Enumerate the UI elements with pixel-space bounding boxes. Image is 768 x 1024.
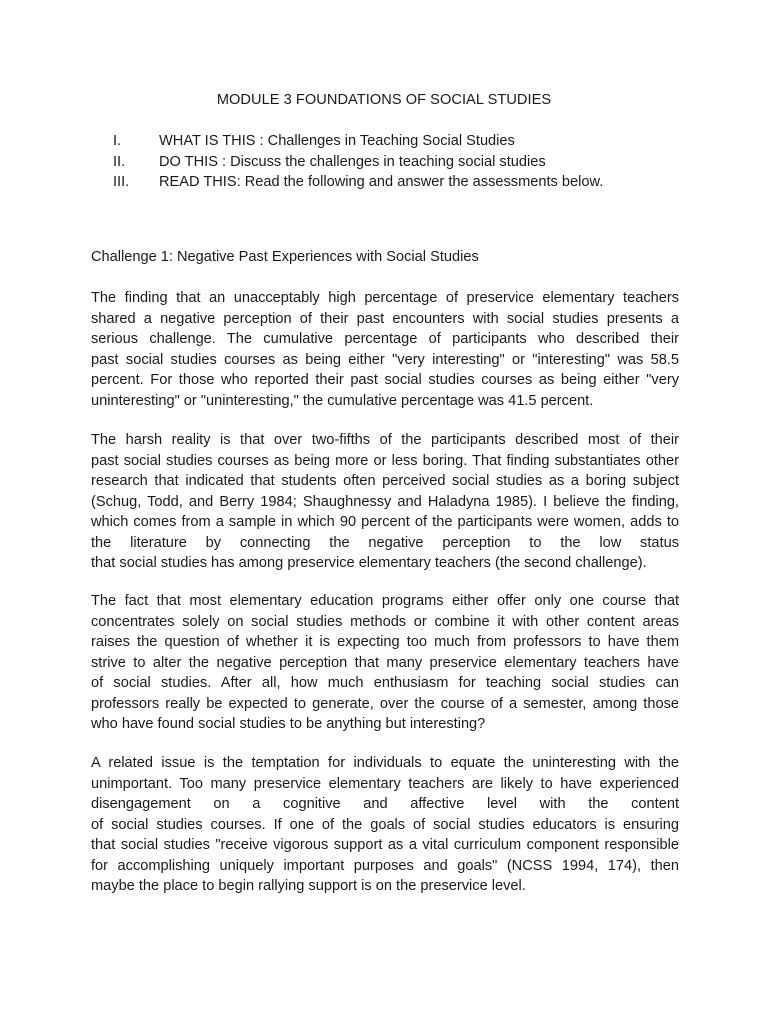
outline-item — [113, 152, 603, 173]
paragraph-line: which comes from a sample in which 90 percent of the participants were women, adds to — [91, 514, 679, 530]
paragraph-4 — [91, 753, 679, 897]
paragraph-line: raises the question of whether it is expecting too much from professors to have them — [91, 634, 679, 650]
outline-number: II. — [113, 153, 126, 170]
paragraph-line: maybe the place to begin rallying support is on the preservice level. — [91, 878, 526, 894]
outline-text: DO THIS : Discuss the challenges in teaching social studies — [159, 153, 546, 170]
outline-item — [113, 172, 603, 193]
paragraph-line: of social studies. After all, how much enthusiasm for teaching social studies can — [91, 675, 679, 691]
paragraph-3 — [91, 591, 679, 735]
paragraph-line: research that indicated that students often perceived social studies as a boring subject — [91, 473, 679, 489]
paragraph-2 — [91, 430, 679, 574]
paragraph-line: for accomplishing uniquely important purposes and goals" (NCSS 1994, 174), then — [91, 857, 679, 874]
paragraph-line: The harsh reality is that over two-fifths of the participants described most of their — [91, 432, 679, 448]
paragraph-line: who have found social studies to be anything but interesting? — [91, 716, 486, 732]
paragraph-line: the literature by connecting the negative perception to the low status — [91, 534, 679, 551]
outline-text: WHAT IS THIS : Challenges in Teaching Social Studies — [159, 133, 515, 149]
paragraph-line: The finding that an unacceptably high percentage of preservice elementary teachers — [91, 290, 679, 306]
module-title: MODULE 3 FOUNDATIONS OF SOCIAL STUDIES — [216, 92, 552, 108]
outline-number: I. — [113, 133, 122, 149]
outline-item — [113, 131, 603, 152]
outline-text: READ THIS: Read the following and answer the assessments below. — [159, 174, 604, 190]
paragraph-line: unimportant. Too many preservice elementary teachers are likely to have experienced — [91, 775, 679, 792]
paragraph-line: disengagement on a cognitive and affective level with the content — [91, 796, 679, 812]
paragraph-line: shared a negative perception of their past encounters with social studies presents a — [91, 310, 679, 327]
outline-number: III. — [113, 174, 130, 190]
paragraph-line: The fact that most elementary education programs either offer only one course that — [91, 593, 679, 609]
paragraph-line: past social studies courses as being either "very interesting" or "interesting" was 58.5 — [91, 351, 679, 368]
paragraph-line: of social studies courses. If one of the goals of social studies educators is ensuring — [91, 816, 679, 833]
paragraph-1 — [91, 288, 679, 411]
paragraph-line: percent. For those who reported their past social studies courses as being either "very — [91, 372, 679, 388]
paragraph-line: strive to alter the negative perception that many preservice elementary teachers have — [91, 654, 679, 671]
paragraph-line: serious challenge. The cumulative percentage of participants who described their — [91, 331, 679, 347]
paragraph-line: that social studies "receive vigorous support as a vital curriculum component responsible — [91, 837, 679, 853]
paragraph-line: professors really be expected to generate, over the course of a semester, among those — [91, 695, 679, 712]
paragraph-line: uninteresting" or "uninteresting," the cumulative percentage was 41.5 percent. — [91, 392, 594, 409]
paragraph-line: A related issue is the temptation for individuals to equate the uninteresting with the — [91, 755, 679, 771]
paragraph-line: concentrates solely on social studies methods or combine it with other content areas — [91, 613, 679, 630]
paragraph-line: (Schug, Todd, and Berry 1984; Shaughnessy and Haladyna 1985). I believe the finding, — [91, 493, 679, 510]
module-outline — [113, 131, 603, 193]
paragraph-line: that social studies has among preservice elementary teachers (the second challenge). — [91, 555, 647, 571]
paragraph-line: past social studies courses as being more or less boring. That finding substantiates other — [91, 452, 679, 469]
challenge-heading: Challenge 1: Negative Past Experiences with Social Studies — [91, 249, 479, 265]
